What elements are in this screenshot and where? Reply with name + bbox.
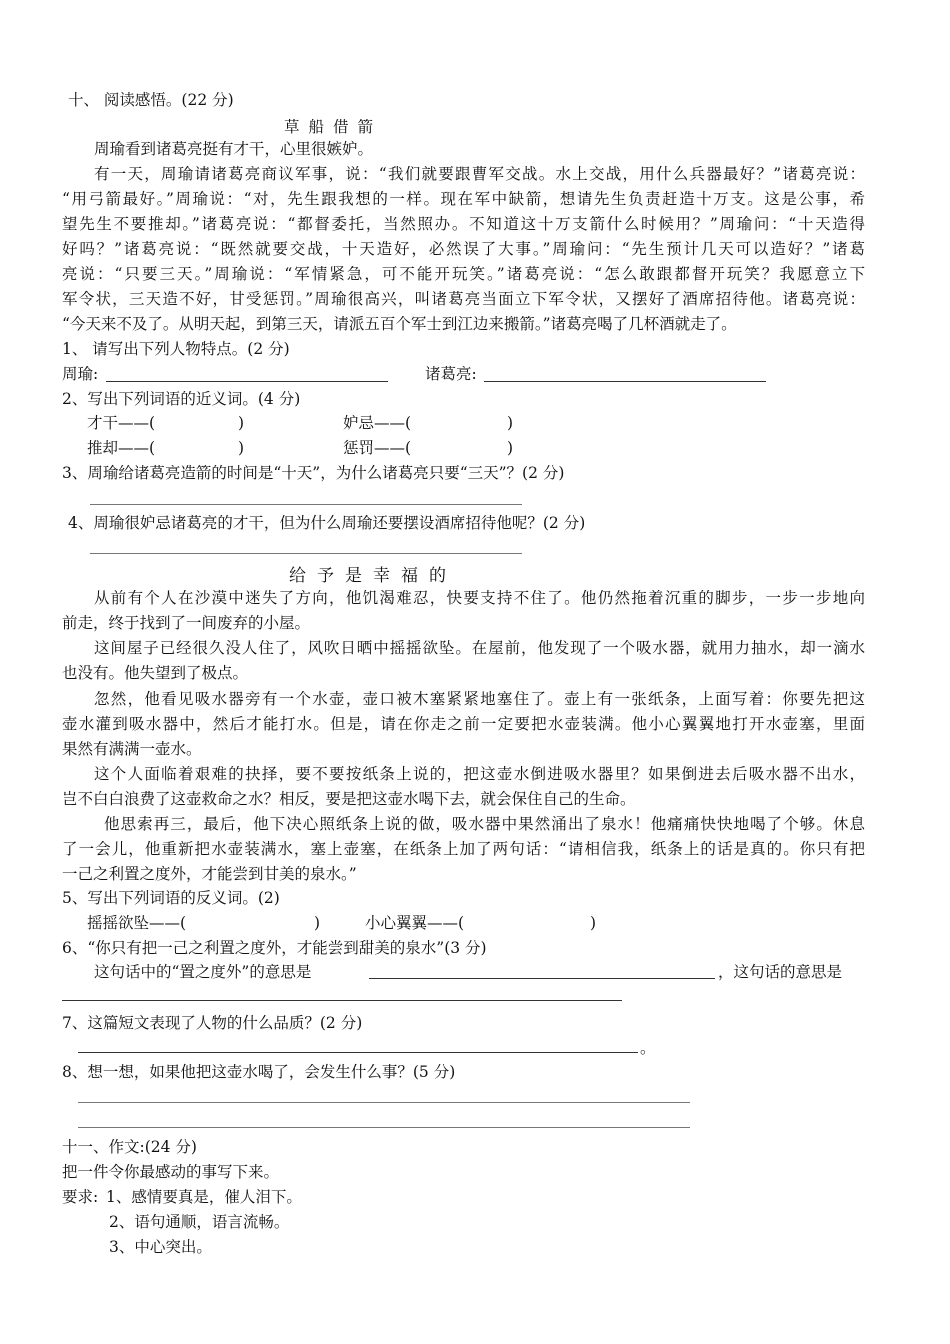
q4-answer-line[interactable] (90, 553, 522, 554)
passage-2-line: 前走，终于找到了一间废弃的小屋。 (62, 614, 311, 632)
q6-answer-meaning[interactable] (369, 978, 715, 979)
q3-answer-line[interactable] (90, 504, 522, 505)
passage-1-line: “今天来不及了。从明天起，到第三天，请派五百个军士到江边来搬箭。”诸葛亮喝了几杯酒就走了。 (62, 315, 737, 333)
requirement-2: 2、语句通顺，语言流畅。 (109, 1213, 290, 1231)
passage-2-line: 忽然，他看见吸水器旁有一个水壶，壶口被木塞紧紧地塞住了。壶上有一张纸条，上面写着：你要先把这 (94, 690, 865, 708)
passage-1-line: 军令状，三天造不好，甘受惩罚。”周瑜很高兴，叫诸葛亮当面立下军令状，又摆好了酒席招待他。诸葛亮说： (62, 290, 865, 308)
essay-prompt: 把一件令你最感动的事写下来。 (62, 1163, 280, 1181)
passage-2-line: 从前有个人在沙漠中迷失了方向，他饥渴难忍，快要支持不住了。他仍然拖着沉重的脚步，一步一步地向 (94, 589, 865, 607)
passage-2-line: 果然有满满一壶水。 (62, 740, 202, 758)
q7-end-mark: 。 (640, 1039, 656, 1057)
passage-2-line: 一己之利置之度外，才能尝到甘美的泉水。” (62, 865, 357, 883)
passage-1-paragraph-1: 周瑜看到诸葛亮挺有才干，心里很嫉妒。 (94, 140, 374, 158)
question-3: 3、周瑜给诸葛亮造箭的时间是“十天”，为什么诸葛亮只要“三天”？(2 分) (62, 464, 565, 482)
passage-2-line: 这个人面临着艰难的抉择，要不要按纸条上说的，把这壶水倒进吸水器里？如果倒进去后吸水器不出水， (94, 765, 865, 783)
question-6: 6、“你只有把一己之利置之度外，才能尝到甜美的泉水”(3 分) (62, 939, 487, 957)
q7-answer-line[interactable] (78, 1052, 638, 1053)
requirement-1: 1、感情要真是，催人泪下。 (106, 1188, 302, 1206)
section-10-heading: 十、 阅读感悟。(22 分) (68, 91, 234, 109)
passage-1-line: 望先生不要推却。”诸葛亮说：“都督委托，当然照办。不知道这十万支箭什么时候用？”周瑜问：“十天造得 (62, 215, 865, 233)
question-5: 5、写出下列词语的反义词。(2) (62, 889, 280, 907)
passage-1-line: 亮说：“只要三天。”周瑜说：“军情紧急，可不能开玩笑。”诸葛亮说：“怎么敢跟都督开玩笑？我愿意立下 (62, 265, 865, 283)
passage-2-line: 壶水灌到吸水器中，然后才能打水。但是，请在你走之前一定要把水壶装满。他小心翼翼地打开水壶塞，里面 (62, 715, 865, 733)
q1-label-zhouyu: 周瑜: (62, 365, 99, 383)
q5-word-2: 小心翼翼——( (365, 914, 465, 932)
q5-close-1: ) (314, 914, 321, 932)
question-2: 2、写出下列词语的近义词。(4 分) (62, 390, 301, 408)
q1-answer-zhuge[interactable] (484, 381, 766, 382)
question-4: 4、周瑜很妒忌诸葛亮的才干，但为什么周瑜还要摆设酒席招待他呢？(2 分) (68, 514, 586, 532)
q8-answer-line-1[interactable] (78, 1102, 690, 1103)
passage-1-line: 好吗？”诸葛亮说：“既然就要交战，十天造好，必然误了大事。”周瑜问：“先生预计几天可以造好？”诸葛 (62, 240, 865, 258)
question-1: 1、 请写出下列人物特点。(2 分) (62, 340, 290, 358)
q8-answer-line-2[interactable] (78, 1127, 690, 1128)
passage-1-line: 有一天，周瑜请诸葛亮商议军事，说：“我们就要跟曹军交战。水上交战，用什么兵器最好？”诸葛亮说： (94, 165, 865, 183)
q6-answer-sentence[interactable] (62, 1000, 622, 1001)
q1-label-zhuge: 诸葛亮: (425, 365, 477, 383)
passage-2-line: 他思索再三，最后，他下决心照纸条上说的做，吸水器中果然涌出了泉水！他痛痛快快地喝了个够。休息 (104, 815, 865, 833)
passage-1-line: “用弓箭最好。”周瑜说：“对，先生跟我想的一样。现在军中缺箭，想请先生负责赶造十万支。这是公事，希 (62, 190, 865, 208)
question-7: 7、这篇短文表现了人物的什么品质？(2 分) (62, 1014, 363, 1032)
q2-word-3: 推却——( (87, 439, 156, 457)
passage-2-line: 这间屋子已经很久没人住了，风吹日晒中摇摇欲坠。在屋前，他发现了一个吸水器，就用力抽水，却一滴水 (94, 639, 865, 657)
q1-answer-zhouyu[interactable] (106, 381, 388, 382)
q2-word-1: 才干——( (87, 414, 156, 432)
requirement-3: 3、中心突出。 (109, 1238, 212, 1256)
passage-2-line: 岂不白白浪费了这壶救命之水？相反，要是把这壶水喝下去，就会保住自己的生命。 (62, 790, 636, 808)
question-8: 8、想一想，如果他把这壶水喝了，会发生什么事？(5 分) (62, 1063, 456, 1081)
requirements-label: 要求: (62, 1188, 99, 1206)
q2-close-1: ) (238, 414, 245, 432)
passage-2-line: 了一会儿，他重新把水壶装满水，塞上壶塞，在纸条上加了两句话：“请相信我，纸条上的话是真的。你只有把 (62, 840, 865, 858)
q5-word-1: 摇摇欲坠——( (87, 914, 187, 932)
q6-prompt-b: ，这句话的意思是 (718, 963, 843, 981)
section-11-heading: 十一、作文:(24 分) (62, 1138, 197, 1156)
q6-prompt-a: 这句话中的“置之度外”的意思是 (94, 963, 312, 981)
passage-2-line: 也没有。他失望到了极点。 (62, 664, 249, 682)
q2-word-2: 妒忌——( (343, 414, 412, 432)
passage-1-title: 草船借箭 (284, 118, 383, 136)
q2-close-2: ) (507, 414, 514, 432)
passage-2-title: 给予是幸福的 (289, 566, 457, 586)
q2-close-4: ) (507, 439, 514, 457)
q2-close-3: ) (238, 439, 245, 457)
q5-close-2: ) (590, 914, 597, 932)
q2-word-4: 惩罚——( (343, 439, 412, 457)
